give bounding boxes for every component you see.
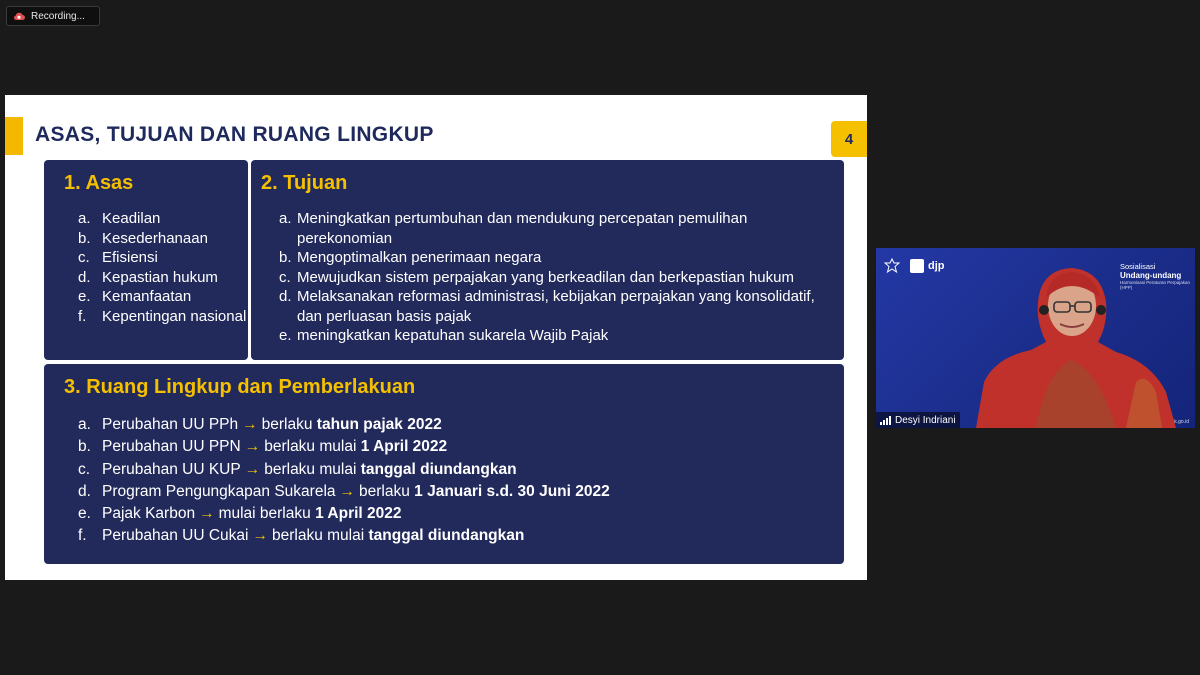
arrow-right-icon: → — [252, 527, 268, 545]
list-text: Efisiensi — [102, 249, 158, 266]
list-letter: b. — [78, 438, 91, 456]
list-item — [64, 287, 248, 307]
list-text: Mewujudkan sistem perpajakan yang berkeadilan dan berkepastian hukum — [297, 268, 794, 286]
list-letter: d. — [78, 482, 91, 500]
banner-line2: Undang-undang — [1120, 271, 1182, 280]
ruang-lingkup-panel — [44, 364, 844, 564]
item-subject: Perubahan UU PPN — [102, 438, 241, 456]
tujuan-title: 2. Tujuan — [261, 172, 348, 194]
list-text: Meningkatkan pertumbuhan dan mendukung percepatan pemulihan perekonomian — [297, 210, 748, 247]
asas-panel — [44, 160, 248, 360]
item-when: 1 April 2022 — [315, 505, 402, 523]
item-subject: Program Pengungkapan Sukarela — [102, 482, 336, 500]
recording-label: Recording... — [31, 10, 85, 22]
recording-indicator[interactable] — [6, 6, 100, 26]
list-item — [64, 248, 248, 268]
list-letter: c. — [279, 268, 291, 286]
list-letter: e. — [78, 288, 91, 305]
arrow-right-icon: → — [244, 460, 261, 478]
arrow-right-icon: → — [244, 438, 261, 456]
list-text: Kesederhanaan — [102, 229, 208, 247]
item-subject: Perubahan UU PPh — [102, 416, 239, 433]
list-letter: d. — [279, 288, 292, 305]
cloud-record-icon — [13, 11, 25, 21]
list-letter: d. — [78, 268, 91, 286]
slide-page-number: 4 — [831, 121, 867, 157]
list-item — [64, 209, 248, 229]
item-effect: berlaku mulai — [264, 438, 357, 456]
list-text: Kepentingan nasional — [102, 307, 247, 325]
list-item — [261, 268, 832, 288]
item-subject: Perubahan UU Cukai — [102, 527, 249, 545]
item-when: 1 Januari s.d. 30 Juni 2022 — [414, 482, 610, 500]
list-text: Melaksanakan reformasi administrasi, kebijakan perpajakan yang konsolidatif, dan perluasan basis pajak — [297, 288, 815, 325]
djp-logo-text: djp — [928, 260, 945, 272]
emblem-icon — [884, 258, 900, 274]
list-item — [261, 209, 832, 248]
item-subject: Pajak Karbon — [102, 505, 196, 523]
list-item — [64, 268, 248, 288]
list-item — [64, 229, 248, 249]
list-item — [261, 287, 832, 326]
list-letter: a. — [78, 210, 91, 227]
list-item — [64, 414, 844, 436]
item-when: 1 April 2022 — [360, 438, 448, 456]
list-text: Keadilan — [102, 210, 161, 227]
list-item — [64, 503, 844, 525]
item-when: tanggal diundangkan — [368, 527, 525, 545]
list-item — [64, 307, 248, 327]
item-effect: berlaku — [261, 416, 313, 433]
participant-name-tag — [876, 412, 960, 428]
list-item — [64, 436, 844, 458]
slide-title: ASAS, TUJUAN DAN RUANG LINGKUP — [35, 123, 434, 146]
list-text: Kemanfaatan — [102, 288, 192, 305]
list-item — [261, 326, 832, 346]
arrow-right-icon: → — [339, 482, 356, 500]
list-item — [64, 459, 844, 481]
djp-box-icon — [910, 259, 924, 273]
item-effect: berlaku mulai — [264, 460, 357, 478]
person-video — [976, 262, 1186, 428]
list-item — [64, 481, 844, 503]
item-when: tanggal diundangkan — [360, 460, 517, 478]
list-letter: c. — [78, 249, 90, 266]
arrow-right-icon: → — [199, 505, 215, 523]
title-accent-bar — [5, 117, 23, 155]
list-item — [64, 525, 844, 547]
list-letter: b. — [279, 249, 292, 266]
item-effect: berlaku mulai — [271, 527, 365, 545]
list-text: meningkatkan kepatuhan sukarela Wajib Pajak — [297, 327, 609, 344]
item-effect: berlaku — [359, 482, 410, 500]
participant-video-tile[interactable] — [876, 248, 1195, 428]
banner-url: k.go.id — [1174, 419, 1189, 425]
item-when: tahun pajak 2022 — [316, 416, 442, 433]
asas-title: 1. Asas — [64, 172, 134, 194]
list-letter: b. — [78, 229, 91, 247]
list-letter: c. — [78, 460, 91, 478]
list-letter: f. — [78, 527, 87, 545]
list-letter: f. — [78, 307, 87, 325]
list-text: Kepastian hukum — [102, 268, 218, 286]
list-letter: a. — [78, 416, 91, 433]
banner-line3: Harmonisasi Peraturan Perpajakan (HPP) — [1120, 280, 1191, 290]
banner-line1: Sosialisasi — [1120, 262, 1156, 271]
list-letter: a. — [279, 210, 292, 227]
participant-name: Desyi Indriani — [895, 414, 956, 426]
arrow-right-icon: → — [242, 416, 258, 433]
tujuan-panel — [251, 160, 844, 360]
signal-icon — [880, 416, 891, 425]
presentation-slide — [5, 95, 867, 580]
list-letter: e. — [279, 327, 292, 344]
list-item — [261, 248, 832, 268]
ruang-title: 3. Ruang Lingkup dan Pemberlakuan — [64, 376, 416, 398]
list-letter: e. — [78, 505, 91, 523]
list-text: Mengoptimalkan penerimaan negara — [297, 249, 542, 266]
item-effect: mulai berlaku — [218, 505, 311, 523]
item-subject: Perubahan UU KUP — [102, 460, 241, 478]
djp-logo — [884, 258, 945, 274]
